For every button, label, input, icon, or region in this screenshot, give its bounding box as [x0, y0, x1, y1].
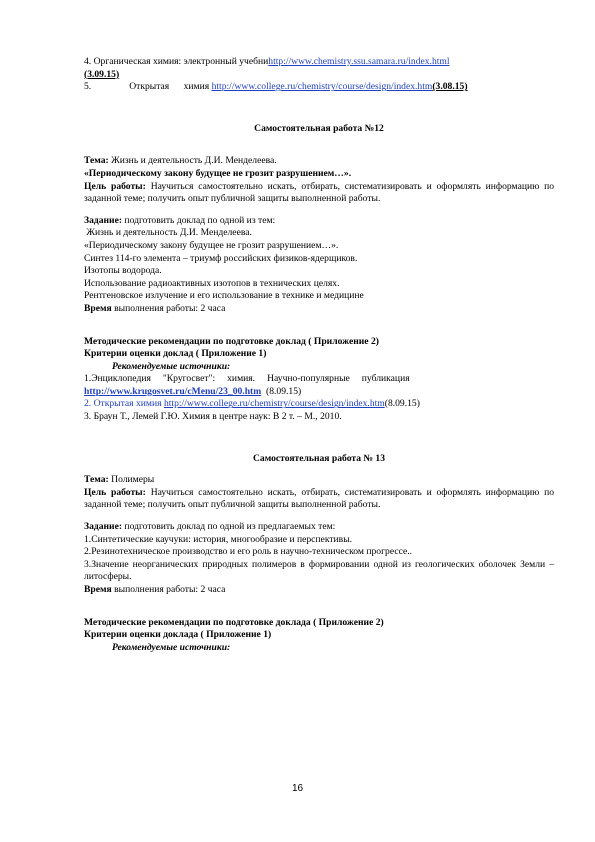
list-item-5 — [84, 81, 554, 94]
work12-sources-title: Рекомендуемые источники: — [112, 360, 231, 372]
goal-label: Цель работы: — [84, 486, 146, 498]
access-date: (3.08.15) — [432, 81, 468, 93]
work13-goal — [84, 487, 554, 512]
work13-task — [84, 521, 554, 534]
work12-time — [84, 303, 554, 316]
work12-source-1-link-line — [84, 386, 554, 399]
goal-label: Цель работы: — [84, 180, 146, 192]
work12-topic — [84, 155, 554, 168]
topic-label: Тема: — [84, 474, 109, 486]
topic-text: Жизнь и деятельность Д.И. Менделеева. — [108, 155, 277, 167]
work12-task — [84, 215, 554, 228]
goal-text: Научиться самостоятельно искать, отбирать, систематизировать и оформлять информацию по заданной теме; получить опыт публичной защиты выполненной работы. — [84, 180, 555, 205]
work12-criteria: Критерии оценки доклад ( Приложение 1) — [84, 348, 267, 360]
work12-topic-item: Рентгеновское излучение и его использование в технике и медицине — [84, 290, 364, 302]
work12-topic-item: «Периодическому закону будущее не грозит разрушением…». — [84, 239, 339, 251]
work13-topic-item: 1.Синтетические каучуки: история, многообразие и перспективы. — [84, 533, 353, 545]
work13-criteria: Критерии оценки доклада ( Приложение 1) — [84, 629, 272, 641]
page-number: 16 — [291, 783, 304, 794]
task-label: Задание: — [84, 521, 123, 533]
work13-topic-item: 3.Значение неорганических природных полимеров в формировании одной из геологических оболочек Земли – литосферы. — [84, 558, 554, 583]
list-item-text: Открытая химия — [129, 81, 210, 93]
work12-topic-item: Синтез 114-го элемента – триумф российских физиков-ядерщиков. — [84, 252, 358, 264]
access-date: (3.09.15) — [84, 68, 120, 80]
time-text: выполнения работы: 2 часа — [111, 302, 226, 314]
list-item-4-date — [84, 69, 554, 82]
work13-topic — [84, 474, 554, 487]
topic-text: Полимеры — [108, 474, 155, 486]
source-text: 2. Открытая химия — [84, 398, 164, 410]
work13-method: Методические рекомендации по подготовке доклада ( Приложение 2) — [84, 616, 384, 628]
work12-topic-item: Использование радиоактивных изотопов в технических целях. — [84, 277, 340, 289]
access-date: (8.09.15) — [261, 385, 302, 397]
work12-goal — [84, 181, 554, 206]
time-label: Время — [84, 302, 112, 314]
college-chemistry-link[interactable]: http://www.college.ru/chemistry/course/design/index.htm — [163, 398, 385, 410]
goal-text: Научиться самостоятельно искать, отбирать, систематизировать и оформлять информацию по заданной теме; получить опыт публичной защиты выполненной работы. — [84, 486, 555, 511]
task-text: подготовить доклад по одной из предлагаемых тем: — [122, 521, 336, 533]
time-label: Время — [84, 584, 112, 595]
list-item-4 — [84, 56, 554, 69]
work12-title: Самостоятельная работа №12 — [254, 122, 384, 134]
list-item-number: 5. — [84, 81, 92, 93]
krugosvet-link[interactable]: http://www.krugosvet.ru/cMenu/23_00.htm — [84, 385, 262, 397]
access-date: (8.09.15) — [384, 398, 420, 410]
work12-quote: «Периодическому закону будущее не грозит разрушением…». — [84, 167, 352, 179]
work13-title: Самостоятельная работа № 13 — [252, 452, 386, 464]
topic-label: Тема: — [84, 155, 109, 167]
chemistry-ssu-link[interactable]: http://www.chemistry.ssu.samara.ru/index.html — [268, 56, 450, 67]
work12-topic-item: Жизнь и деятельность Д.И. Менделеева. — [84, 227, 252, 239]
college-chemistry-link[interactable]: http://www.college.ru/chemistry/course/design/index.htm — [211, 81, 433, 93]
work12-source-2 — [84, 398, 554, 411]
list-item-text: 4. Органическая химия: электронный учебни — [84, 56, 269, 67]
task-text: подготовить доклад по одной из тем: — [122, 214, 276, 226]
work13-sources-title: Рекомендуемые источники: — [112, 641, 231, 653]
work13-topic-item: 2.Резинотехническое производство и его роль в научно-техническом прогрессе.. — [84, 546, 413, 558]
time-text: выполнения работы: 2 часа — [111, 584, 226, 595]
work13-time — [84, 584, 554, 597]
task-label: Задание: — [84, 214, 123, 226]
work12-method: Методические рекомендации по подготовке доклад ( Приложение 2) — [84, 335, 379, 347]
work12-source-1 — [84, 373, 554, 386]
work12-topic-item: Изотопы водорода. — [84, 265, 162, 277]
document-page — [84, 56, 554, 654]
work12-source-3: 3. Браун Т., Лемей Г.Ю. Химия в центре наук: В 2 т. – М., 2010. — [84, 411, 342, 423]
source-text: 1.Энциклопедия "Кругосвет": химия. Научно-популярные публикация — [84, 373, 410, 385]
